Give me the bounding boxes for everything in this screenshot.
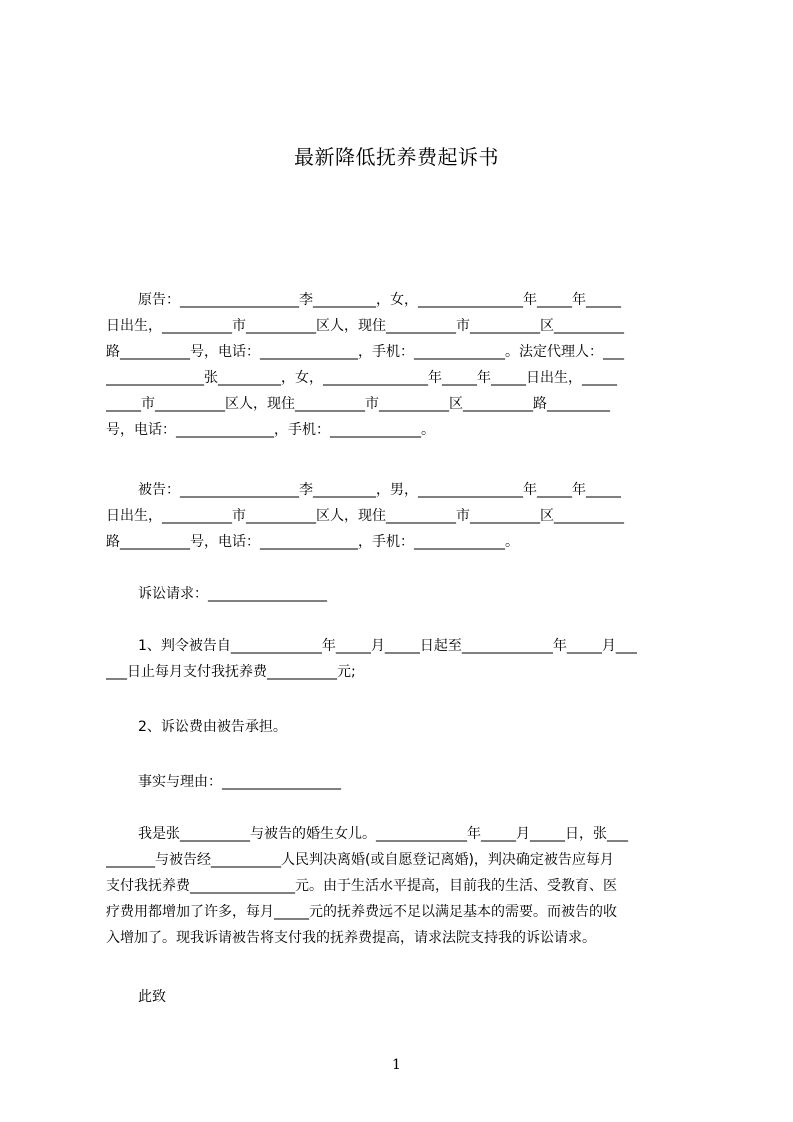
facts-section	[106, 821, 702, 951]
plaintiff-line: 路__________号，电话：______________，手机：_____________。法定代理人：___	[106, 344, 624, 360]
plaintiff-line: 号，电话：______________，手机：_____________。	[106, 422, 435, 438]
plaintiff-line: ______________张_________，女，_______________年_____年_____日出生，_____	[106, 370, 617, 386]
facts-line: 疗费用都增加了许多，每月_____元的抚养费远不足以满足基本的需要。而被告的收	[106, 904, 617, 920]
defendant-section	[106, 477, 702, 555]
facts-heading: 事实与理由：_________________	[138, 774, 341, 790]
claim-2: 2、诉讼费由被告承担。	[138, 719, 287, 735]
plaintiff-line: _____市__________区人，现住__________市__________区__________路_________	[106, 396, 610, 412]
facts-line: 入增加了。现我诉请被告将支付我的抚养费提高，请求法院支持我的诉讼请求。	[106, 930, 596, 946]
plaintiff-section	[106, 287, 702, 443]
plaintiff-line: 日出生，__________市__________区人，现住__________市__________区__________	[106, 318, 624, 334]
claim-1-line: 1、判令被告自_____________年_____月_____日起至_____________年_____月___	[138, 638, 637, 654]
plaintiff-line: 原告：_________________李_________，女，_______________年_____年_____	[138, 292, 621, 308]
facts-line: 支付我抚养费_______________元。由于生活水平提高，目前我的生活、受教育、医	[106, 878, 617, 894]
facts-line: 我是张__________与被告的婚生女儿。_____________年_____月_____日，张___	[138, 826, 628, 842]
facts-heading-section	[106, 769, 702, 795]
claims-heading: 诉讼请求：_________________	[138, 586, 327, 602]
closing-section	[106, 984, 702, 1010]
claim-2-section	[106, 714, 702, 740]
defendant-line: 路__________号，电话：______________，手机：_____________。	[106, 534, 519, 550]
claim-1-section	[106, 633, 702, 685]
claim-1-line: ___日止每月支付我抚养费__________元;	[106, 664, 356, 680]
defendant-line: 日出生，__________市__________区人，现住__________市__________区__________	[106, 508, 624, 524]
closing-text: 此致	[138, 989, 166, 1005]
page-number: 1	[392, 1057, 401, 1073]
document-title: 最新降低抚养费起诉书	[294, 145, 499, 169]
facts-line: _______与被告经__________人民判决离婚(或自愿登记离婚)，判决确定被告应每月	[106, 852, 614, 868]
claims-heading-section	[106, 581, 702, 607]
defendant-line: 被告：_________________李_________，男，_______________年_____年_____	[138, 482, 621, 498]
